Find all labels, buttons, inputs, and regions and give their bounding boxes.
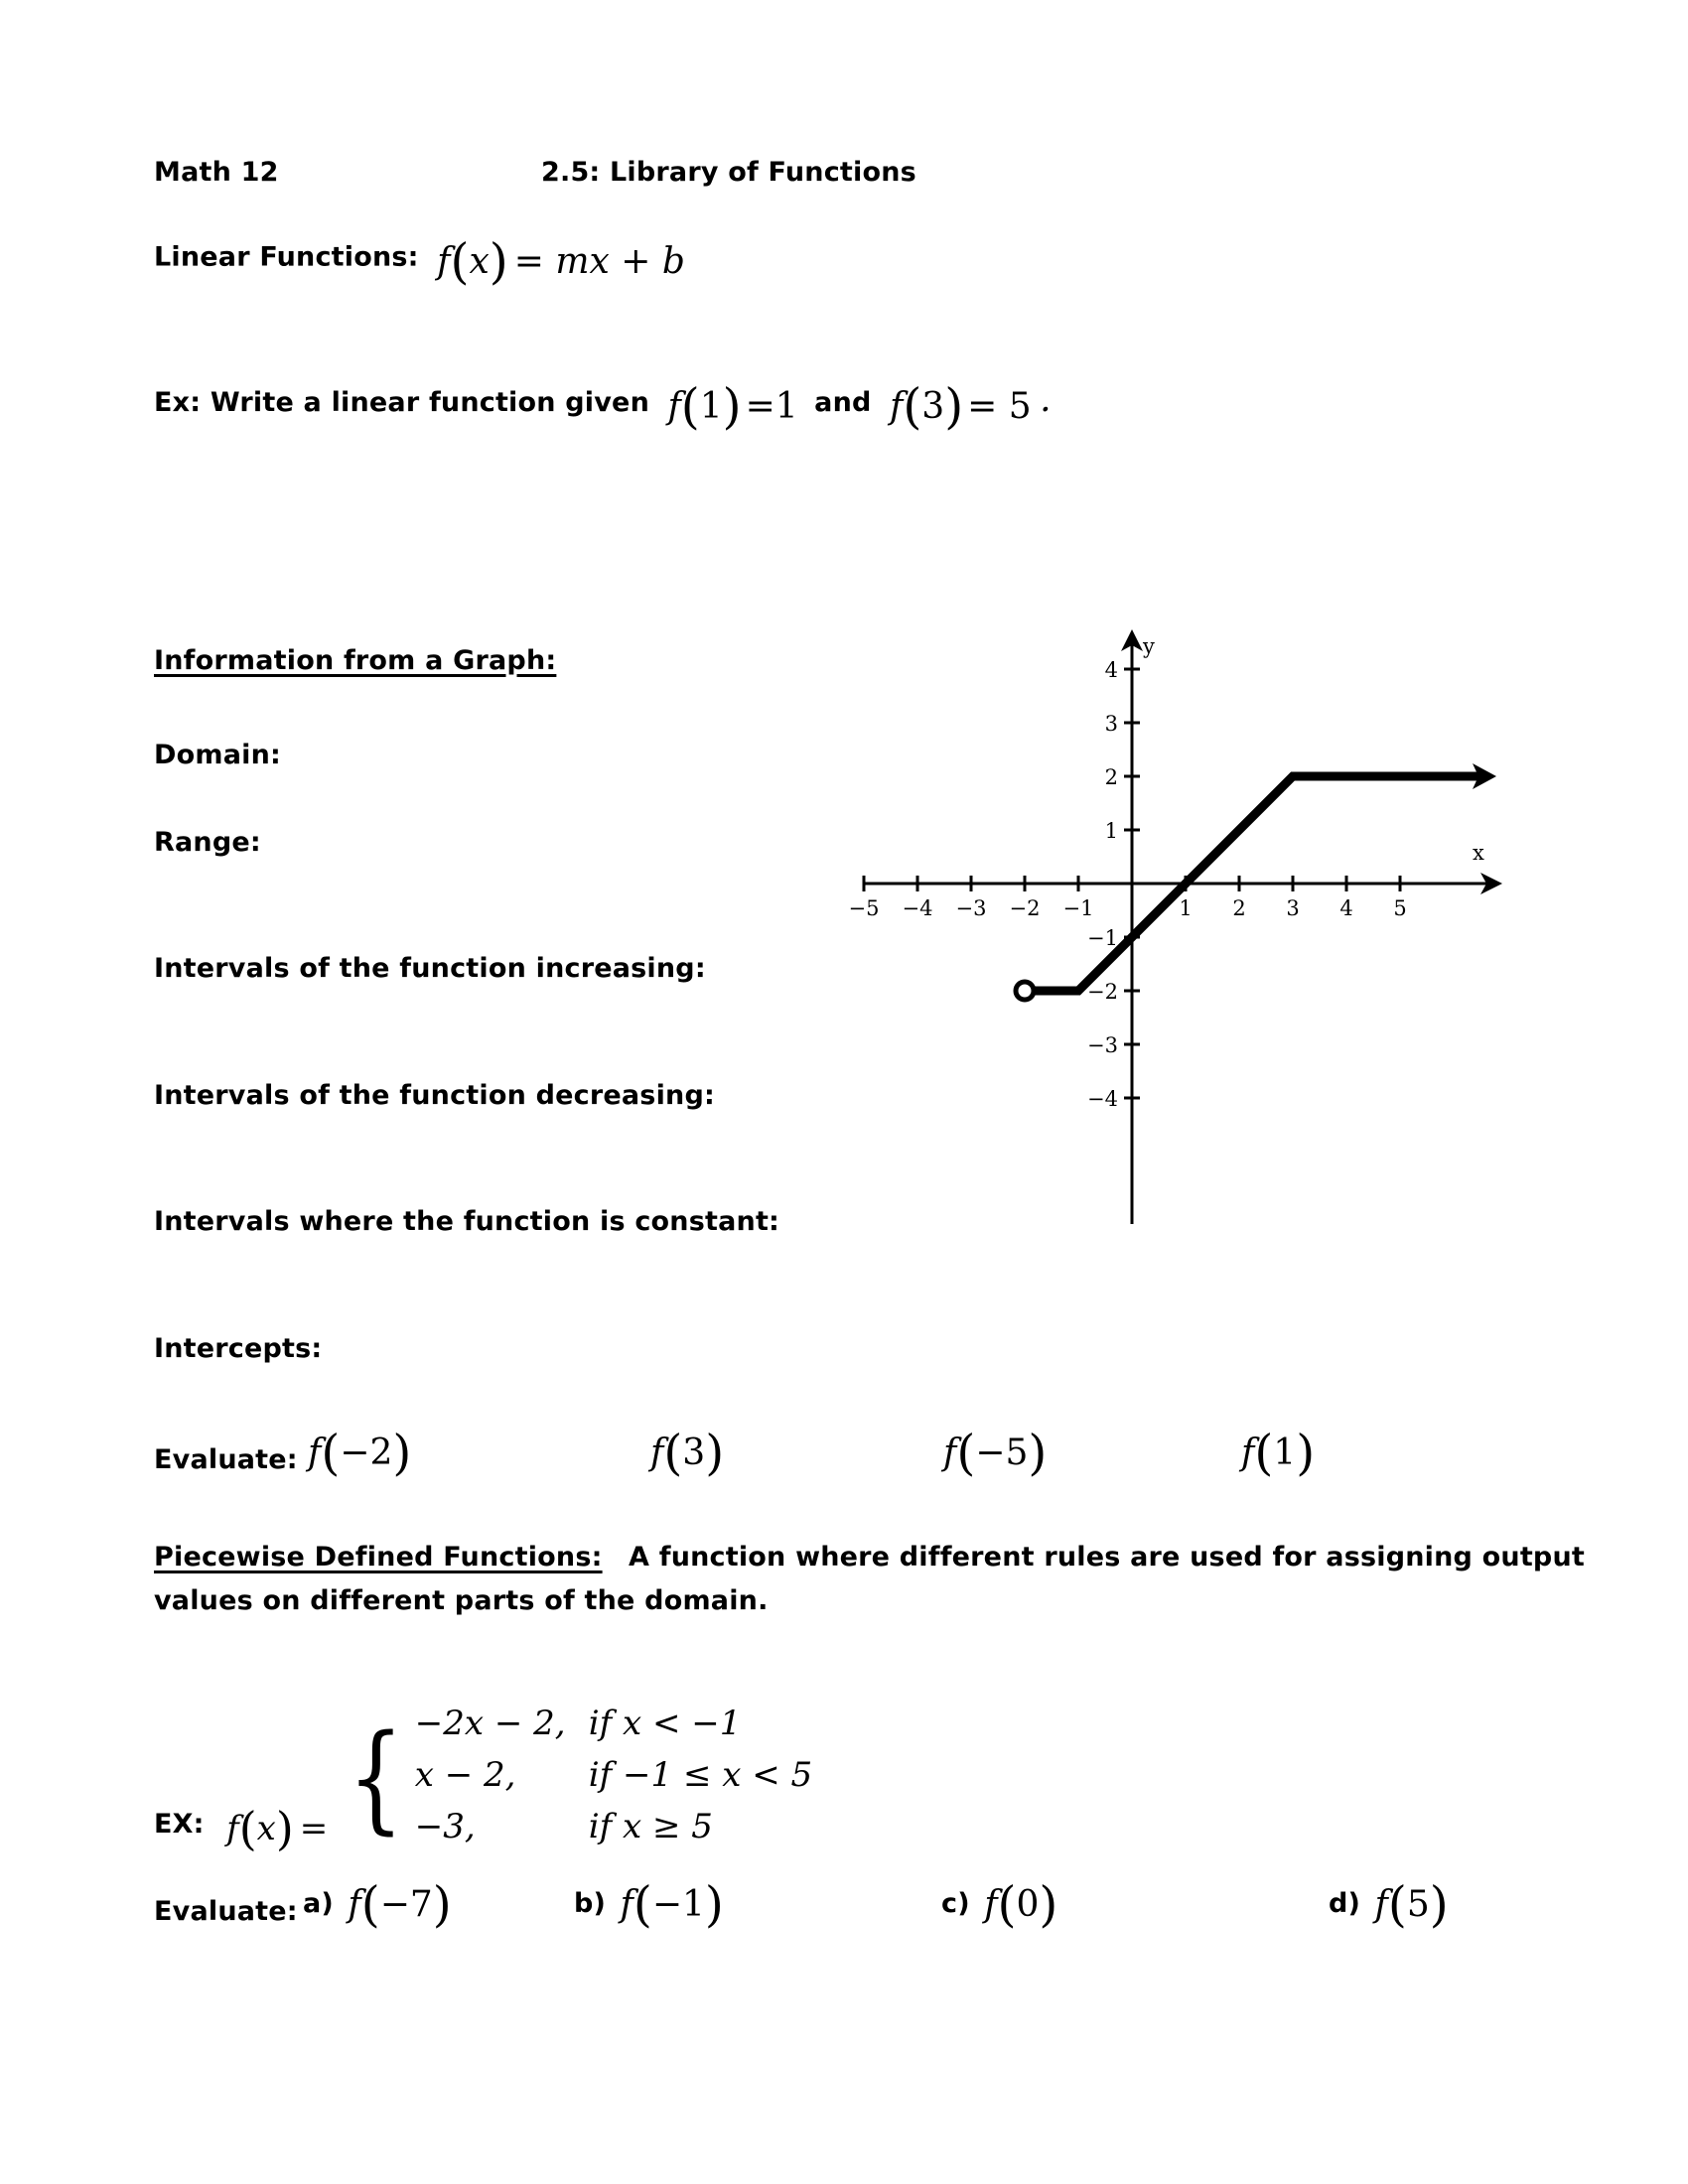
linear-formula-f: f [437,241,451,282]
course-name: Math 12 [154,157,279,188]
cond2-arg: 3 [921,386,945,428]
svg-text:−4: −4 [1087,1087,1118,1111]
eval2-paren-open: ( [663,1425,683,1481]
graph-evaluate-row [154,1444,298,1475]
item-d-paren-close: ) [1429,1876,1449,1933]
section-title [541,157,916,188]
piecewise-paren-open: ( [238,1801,257,1855]
item-c-math [984,1876,1058,1933]
prompt-decreasing: Intervals of the function decreasing: [154,1080,715,1111]
svg-text:−2: −2 [1087,980,1118,1004]
cond1-arg: 1 [699,386,723,428]
piecewise-example [154,1698,813,1855]
piecewise-f: f [226,1809,239,1848]
linear-functions-line [154,233,685,290]
x-axis-label: x [1473,841,1484,865]
cond2-paren-open: ( [903,379,922,436]
eval2-f: f [650,1433,664,1473]
item-a-tag: a) [303,1888,334,1919]
item-c-paren-open: ( [997,1876,1017,1933]
item-d-tag: d) [1329,1888,1361,1919]
item-a-arg: −7 [379,1884,433,1925]
piecewise-heading: Piecewise Defined Functions: [154,1542,603,1572]
svg-text:−1: −1 [1087,926,1118,950]
eval1-f: f [308,1433,322,1473]
svg-text:2: 2 [1232,896,1246,920]
linear-formula-arg: x [469,241,490,282]
item-b-math [620,1876,724,1933]
piecewise-ex-label: EX: [154,1809,205,1841]
svg-text:−3: −3 [955,896,987,920]
eval1-arg: −2 [340,1433,393,1473]
svg-text:3: 3 [1104,712,1118,736]
item-b-paren-close: ) [704,1876,724,1933]
piecewise-case-row [415,1801,812,1852]
linear-formula [437,233,685,290]
cond1-rhs: =1 [745,386,798,428]
item-b-paren-open: ( [633,1876,652,1933]
piecewise-definition-line1: A function where different rules are used for assigning output [629,1542,1585,1572]
svg-text:−1: −1 [1062,896,1094,920]
eval3-arg: −5 [975,1433,1029,1473]
piecewise-cases [415,1698,812,1852]
eval4-paren-open: ( [1254,1425,1274,1481]
piecewise-heading-row [154,1542,1585,1572]
section-title-text: 2.5: Library of Functions [541,157,916,188]
eval1-paren-open: ( [321,1425,341,1481]
linear-formula-rhs: = mx + b [513,241,685,282]
item-d-f: f [1374,1884,1388,1925]
item-b-arg: −1 [651,1884,705,1925]
eval4-paren-close: ) [1296,1425,1316,1481]
svg-text:5: 5 [1393,896,1407,920]
eval4-f: f [1241,1433,1255,1473]
paren-close: ) [489,233,508,290]
example-condition-2 [889,379,1032,436]
left-brace-icon: { [348,1707,404,1845]
svg-text:−3: −3 [1087,1033,1118,1057]
item-c-arg: 0 [1016,1884,1040,1925]
example-condition-1 [667,379,798,436]
prompt-constant: Intervals where the function is constant: [154,1206,780,1237]
eval2-arg: 3 [682,1433,706,1473]
x-tick-labels [849,896,1407,920]
piecewise-evaluate-item-b [574,1876,724,1933]
svg-text:1: 1 [1104,819,1118,843]
course-title [154,157,279,188]
cond1-paren-open: ( [680,379,700,436]
prompt-range: Range: [154,827,261,858]
example-conjunction: and [814,387,872,418]
graph-evaluate-item-1 [308,1425,412,1481]
item-a-f: f [348,1884,361,1925]
graph-evaluate-label: Evaluate: [154,1444,298,1475]
item-b-f: f [620,1884,633,1925]
eval3-f: f [943,1433,957,1473]
case1-cond: if x < −1 [588,1704,742,1743]
svg-text:−5: −5 [849,896,880,920]
item-a-paren-close: ) [432,1876,452,1933]
eval4-arg: 1 [1273,1433,1297,1473]
piecewise-evaluate-item-d [1329,1876,1449,1933]
linear-functions-label: Linear Functions: [154,241,419,273]
item-d-paren-open: ( [1387,1876,1407,1933]
prompt-increasing: Intervals of the function increasing: [154,953,706,984]
svg-text:−4: −4 [902,896,933,920]
graph-section-heading: Information from a Graph: [154,645,557,676]
case2-cond: if −1 ≤ x < 5 [588,1755,813,1795]
item-d-arg: 5 [1406,1884,1430,1925]
cond2-f: f [889,386,904,428]
function-graph [849,623,1504,1239]
eval3-paren-close: ) [1028,1425,1048,1481]
piecewise-fx [226,1801,329,1855]
case3-expr: −3, [414,1807,476,1846]
graph-svg [849,623,1504,1239]
graph-evaluate-item-4 [1241,1425,1316,1481]
cond2-paren-close: ) [944,379,964,436]
svg-text:4: 4 [1104,658,1118,682]
paren-open: ( [450,233,470,290]
item-a-math [348,1876,452,1933]
eval2-paren-close: ) [705,1425,725,1481]
eval3-paren-open: ( [956,1425,976,1481]
piecewise-case-row [415,1749,812,1801]
piecewise-cases-block [339,1698,812,1852]
prompt-domain: Domain: [154,740,281,770]
eval1-paren-close: ) [392,1425,412,1481]
svg-text:−2: −2 [1009,896,1041,920]
graph-evaluate-item-2 [650,1425,725,1481]
piecewise-case-row [415,1698,812,1749]
cond1-f: f [667,386,681,428]
example-linear-line [154,379,1052,436]
piecewise-eq: = [299,1809,329,1848]
y-axis-label: y [1143,634,1155,658]
prompt-intercepts: Intercepts: [154,1333,323,1364]
graph-evaluate-item-3 [943,1425,1048,1481]
case1-expr: −2x − 2, [414,1704,566,1743]
item-c-paren-close: ) [1039,1876,1058,1933]
piecewise-evaluate-item-c [941,1876,1058,1933]
example-linear-prompt: Ex: Write a linear function given [154,387,649,418]
svg-text:4: 4 [1339,896,1353,920]
piecewise-evaluate-item-a [303,1876,452,1933]
item-a-paren-open: ( [360,1876,380,1933]
svg-text:3: 3 [1286,896,1300,920]
item-d-math [1374,1876,1449,1933]
piecewise-arg: x [256,1809,276,1848]
item-b-tag: b) [574,1888,607,1919]
piecewise-definition-line2: values on different parts of the domain. [154,1585,769,1616]
case3-cond: if x ≥ 5 [588,1807,713,1846]
item-c-f: f [984,1884,998,1925]
cond1-paren-close: ) [722,379,742,436]
case2-expr: x − 2, [414,1755,516,1795]
cond2-rhs: = 5 [967,386,1032,428]
example-period: . [1040,379,1052,420]
piecewise-paren-close: ) [275,1801,294,1855]
svg-text:2: 2 [1104,765,1118,789]
svg-text:1: 1 [1179,896,1193,920]
piecewise-evaluate-label: Evaluate: [154,1896,298,1927]
open-circle-endpoint-icon [1016,982,1034,1000]
item-c-tag: c) [941,1888,970,1919]
